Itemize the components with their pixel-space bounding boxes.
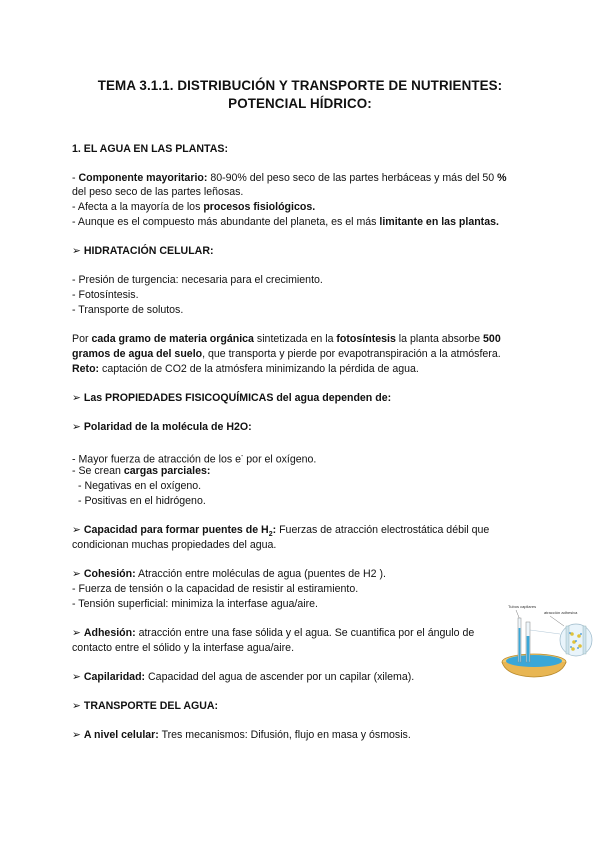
page-title-line-1: TEMA 3.1.1. DISTRIBUCIÓN Y TRANSPORTE DE NUTRIENTES: bbox=[97, 78, 503, 93]
section-heading-agua: 1. EL AGUA EN LAS PLANTAS: bbox=[72, 143, 228, 155]
paragraph-componente: - Componente mayoritario: 80-90% del peso seco de las partes herbáceas y más del 50 % bbox=[72, 172, 507, 184]
capillary-water bbox=[527, 636, 530, 662]
list-item: - Fotosíntesis. bbox=[72, 289, 139, 301]
list-item: - Se crean cargas parciales: bbox=[72, 465, 211, 477]
section-heading-hidratacion: ➢ HIDRATACIÓN CELULAR: bbox=[72, 245, 214, 257]
paragraph-puentes-cont: condicionan muchas propiedades del agua. bbox=[72, 539, 277, 551]
figure-label-right: atracción adhesiva bbox=[544, 610, 578, 615]
capillary-illustration bbox=[494, 600, 598, 680]
list-item: - Fuerza de tensión o la capacidad de resistir al estiramiento. bbox=[72, 583, 359, 595]
section-heading-transporte: ➢ TRANSPORTE DEL AGUA: bbox=[72, 700, 219, 712]
paragraph-cohesion: ➢ Cohesión: Atracción entre moléculas de agua (puentes de H2 ). bbox=[72, 568, 386, 580]
arrow-icon: ➢ bbox=[72, 627, 81, 639]
paragraph-gramo-cont: gramos de agua del suelo, que transporta y pierde por evapotranspiración a la atmósfera. bbox=[72, 348, 501, 360]
list-item: - Transporte de solutos. bbox=[72, 304, 184, 316]
section-heading-propiedades: ➢ Las PROPIEDADES FISICOQUÍMICAS del agua dependen de: bbox=[72, 392, 392, 404]
paragraph-capilaridad: ➢ Capilaridad: Capacidad del agua de ascender por un capilar (xilema). bbox=[72, 671, 415, 683]
arrow-icon: ➢ bbox=[72, 729, 81, 741]
arrow-icon: ➢ bbox=[72, 568, 81, 580]
dish-water bbox=[506, 655, 562, 667]
list-item: - Mayor fuerza de atracción de los e- por el oxígeno. bbox=[72, 453, 317, 466]
paragraph-puentes: ➢ Capacidad para formar puentes de $H_2$: Fuerzas de atracción electrostática débil que bbox=[72, 524, 490, 539]
list-item: - Positivas en el hidrógeno. bbox=[78, 495, 206, 507]
paragraph-componente-cont: del peso seco de las partes leñosas. bbox=[72, 186, 244, 198]
arrow-icon: ➢ bbox=[72, 392, 81, 404]
magnified-view bbox=[560, 624, 592, 656]
list-item: - Tensión superficial: minimiza la interfase agua/aire. bbox=[72, 598, 318, 610]
paragraph-adhesion-cont: contacto entre el sólido y la interfase agua/aire. bbox=[72, 642, 295, 654]
paragraph-gramo: Por cada gramo de materia orgánica sintetizada en la fotosíntesis la planta absorbe 500 bbox=[72, 333, 501, 345]
arrow-icon: ➢ bbox=[72, 671, 81, 683]
page-title-line-2: POTENCIAL HÍDRICO: bbox=[228, 96, 372, 111]
figure-label-left: Tubos capilares bbox=[508, 604, 537, 609]
list-item: - Negativas en el oxígeno. bbox=[78, 480, 202, 492]
arrow-icon: ➢ bbox=[72, 700, 81, 712]
arrow-icon: ➢ bbox=[72, 421, 81, 433]
capillary-water bbox=[519, 628, 521, 662]
bullet-limitante: - Aunque es el compuesto más abundante del planeta, es el más limitante en las plantas. bbox=[72, 216, 499, 228]
list-item: - Presión de turgencia: necesaria para el crecimiento. bbox=[72, 274, 323, 286]
bullet-procesos: - Afecta a la mayoría de los procesos fisiológicos. bbox=[72, 201, 316, 213]
arrow-icon: ➢ bbox=[72, 524, 81, 536]
paragraph-reto: Reto: captación de CO2 de la atmósfera minimizando la pérdida de agua. bbox=[72, 363, 419, 375]
paragraph-nivel-celular: ➢ A nivel celular: Tres mecanismos: Difusión, flujo en masa y ósmosis. bbox=[72, 729, 411, 741]
paragraph-adhesion: ➢ Adhesión: atracción entre una fase sólida y el agua. Se cuantifica por el ángulo de bbox=[72, 627, 475, 639]
arrow-icon: ➢ bbox=[72, 245, 81, 257]
section-heading-polaridad: ➢ Polaridad de la molécula de H2O: bbox=[72, 421, 252, 433]
